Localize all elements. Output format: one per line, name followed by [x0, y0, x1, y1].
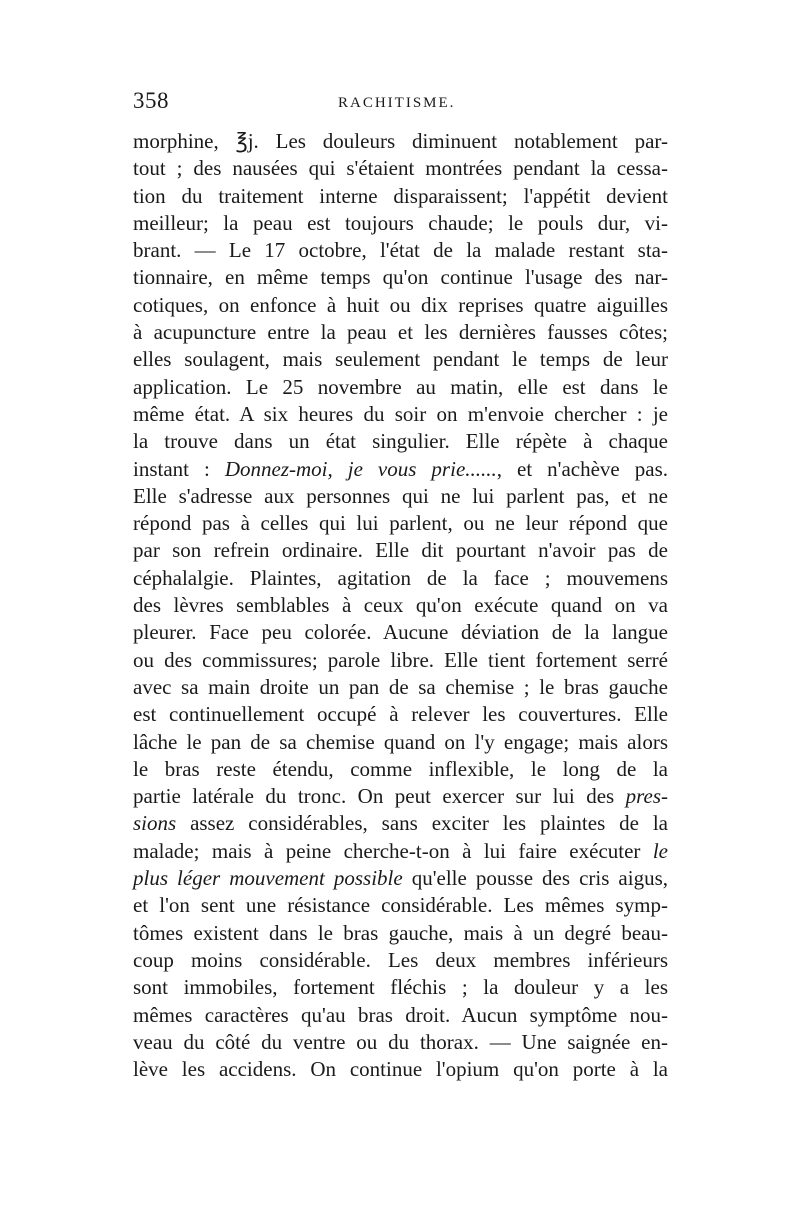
- text-segment: le bras reste étendu, comme inflexible, le long de la: [133, 756, 668, 781]
- text-segment: partie latérale du tronc. On peut exercer sur lui des: [133, 784, 626, 809]
- italic-text: pres-: [625, 784, 668, 809]
- text-segment: tion du traitement interne disparaissent; l'appétit devient: [133, 183, 668, 208]
- italic-text: Donnez-moi, je vous prie......: [224, 456, 497, 481]
- text-line: [133, 838, 668, 865]
- text-line: [133, 674, 668, 701]
- text-segment: est continuellement occupé à relever les couvertures. Elle: [133, 702, 668, 727]
- text-segment: tômes existent dans le bras gauche, mais à un degré beau-: [133, 920, 668, 945]
- text-segment: lève les accidens. On continue l'opium qu'on porte à la: [133, 1057, 668, 1082]
- text-line: [133, 701, 668, 728]
- text-line: [133, 892, 668, 919]
- text-line: [133, 428, 668, 455]
- text-segment: qu'elle pousse des cris aigus,: [402, 866, 668, 891]
- text-segment: ou des commissures; parole libre. Elle tient fortement serré: [133, 647, 668, 672]
- text-line: [133, 783, 668, 810]
- text-line: [133, 619, 668, 646]
- text-segment: pleurer. Face peu colorée. Aucune déviation de la langue: [133, 620, 668, 645]
- text-segment: malade; mais à peine cherche-t-on à lui faire exécuter: [133, 838, 653, 863]
- body-text: [133, 128, 668, 1083]
- text-line: [133, 537, 668, 564]
- text-segment: à acupuncture entre la peau et les dernières fausses côtes;: [133, 320, 668, 345]
- text-line: [133, 647, 668, 674]
- text-segment: tionnaire, en même temps qu'on continue l'usage des nar-: [133, 265, 668, 290]
- text-segment: la trouve dans un état singulier. Elle répète à chaque: [133, 429, 668, 454]
- text-line: [133, 374, 668, 401]
- text-segment: veau du côté du ventre ou du thorax. — Une saignée en-: [133, 1029, 668, 1054]
- text-line: [133, 210, 668, 237]
- text-line: [133, 947, 668, 974]
- text-line: [133, 565, 668, 592]
- text-segment: application. Le 25 novembre au matin, elle est dans le: [133, 374, 668, 399]
- text-segment: avec sa main droite un pan de sa chemise ; le bras gauche: [133, 674, 668, 699]
- text-line: [133, 974, 668, 1001]
- text-line: [133, 155, 668, 182]
- running-head: [133, 88, 673, 118]
- text-line: [133, 264, 668, 291]
- text-segment: répond pas à celles qui lui parlent, ou ne leur répond que: [133, 511, 668, 536]
- text-line: [133, 810, 668, 837]
- text-line: [133, 128, 668, 155]
- text-segment: coup moins considérable. Les deux membres inférieurs: [133, 947, 668, 972]
- text-line: [133, 729, 668, 756]
- text-segment: par son refrein ordinaire. Elle dit pourtant n'avoir pas de: [133, 538, 668, 563]
- text-segment: cotiques, on enfonce à huit ou dix reprises quatre aiguilles: [133, 292, 668, 317]
- text-segment: assez considérables, sans exciter les plaintes de la: [176, 811, 668, 836]
- text-line: [133, 1029, 668, 1056]
- text-line: [133, 592, 668, 619]
- text-line: [133, 1002, 668, 1029]
- text-segment: sont immobiles, fortement fléchis ; la douleur y a les: [133, 975, 668, 1000]
- text-segment: même état. A six heures du soir on m'envoie chercher : je: [133, 401, 668, 426]
- italic-text: plus léger mouvement possible: [133, 866, 403, 891]
- text-segment: et l'on sent une résistance considérable. Les mêmes symp-: [133, 893, 668, 918]
- text-line: [133, 237, 668, 264]
- text-segment: lâche le pan de sa chemise quand on l'y engage; mais alors: [133, 729, 668, 754]
- text-line: [133, 1056, 668, 1083]
- text-segment: des lèvres semblables à ceux qu'on exécute quand on va: [133, 593, 668, 618]
- text-segment: elles soulagent, mais seulement pendant le temps de leur: [133, 347, 668, 372]
- text-line: [133, 292, 668, 319]
- running-title: RACHITISME.: [338, 95, 456, 111]
- text-segment: meilleur; la peau est toujours chaude; le pouls dur, vi-: [133, 210, 668, 235]
- text-line: [133, 865, 668, 892]
- text-line: [133, 319, 668, 346]
- italic-text: le: [652, 838, 668, 863]
- text-line: [133, 510, 668, 537]
- text-segment: céphalalgie. Plaintes, agitation de la face ; mouvemens: [133, 565, 668, 590]
- text-line: [133, 483, 668, 510]
- text-segment: tout ; des nausées qui s'étaient montrées pendant la cessa-: [133, 156, 668, 181]
- italic-text: sions: [133, 811, 177, 836]
- text-segment: Elle s'adresse aux personnes qui ne lui parlent pas, et ne: [133, 483, 668, 508]
- text-segment: brant. — Le 17 octobre, l'état de la malade restant sta-: [133, 238, 668, 263]
- text-segment: , et n'achève pas.: [496, 456, 669, 481]
- text-line: [133, 920, 668, 947]
- text-line: [133, 756, 668, 783]
- text-line: [133, 401, 668, 428]
- text-line: [133, 183, 668, 210]
- text-line: [133, 346, 668, 373]
- text-segment: mêmes caractères qu'au bras droit. Aucun symptôme nou-: [133, 1002, 668, 1027]
- text-segment: morphine, ℥j. Les douleurs diminuent notablement par-: [133, 129, 668, 153]
- page-number: 358: [133, 88, 169, 113]
- text-line: [133, 456, 668, 483]
- text-segment: instant :: [133, 456, 225, 481]
